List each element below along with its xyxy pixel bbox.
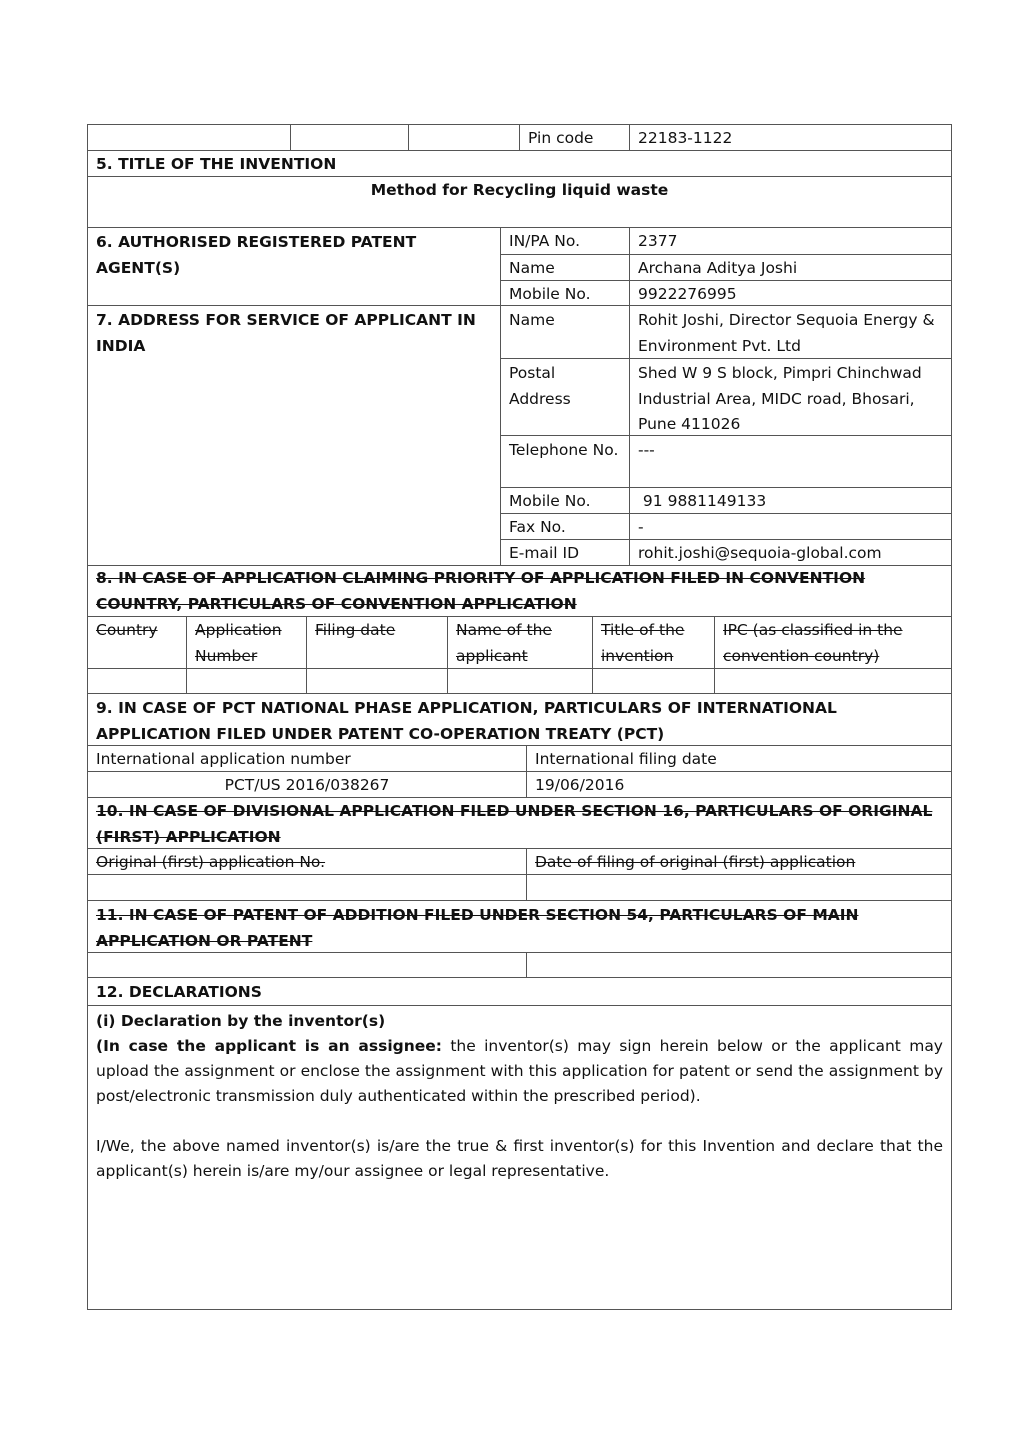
agent-in-pa-label: IN/PA No. xyxy=(500,228,629,254)
telephone-value: --- xyxy=(629,435,951,487)
section-8-heading-row xyxy=(88,566,951,617)
service-name-value: Rohit Joshi, Director Sequoia Energy & Environment Pvt. Ltd xyxy=(629,306,951,358)
assignee-paragraph xyxy=(96,1034,943,1109)
section-9-heading-row xyxy=(88,694,951,746)
section-6-heading: 6. AUTHORISED REGISTERED PATENT AGENT(S) xyxy=(96,233,417,277)
service-mobile-value: 91 9881149133 xyxy=(629,487,951,513)
declaration-content xyxy=(88,1006,951,1184)
section-6-block xyxy=(88,228,951,306)
section-5-heading: 5. TITLE OF THE INVENTION xyxy=(96,155,337,173)
invention-title: Method for Recycling liquid waste xyxy=(370,181,669,199)
assignee-lead: (In case the applicant is an assignee: xyxy=(96,1037,442,1055)
original-application-no-label: Original (first) application No. xyxy=(96,853,326,871)
agent-mobile-value: 9922276995 xyxy=(629,280,951,306)
fax-label: Fax No. xyxy=(500,513,629,539)
agent-mobile-label: Mobile No. xyxy=(500,280,629,306)
col-filing-date: Filing date xyxy=(306,617,447,668)
col-ipc: IPC (as classified in the convention country) xyxy=(714,617,951,668)
col-applicant-name: Name of the applicant xyxy=(447,617,592,668)
original-filing-date-label: Date of filing of original (first) application xyxy=(526,849,951,874)
section-11-heading-row xyxy=(88,901,951,953)
email-value: rohit.joshi@sequoia-global.com xyxy=(629,539,951,566)
section-10-empty-row xyxy=(88,875,951,901)
intl-filing-date-value: 19/06/2016 xyxy=(526,772,951,797)
section-9-columns-row xyxy=(88,746,951,772)
agent-name-value: Archana Aditya Joshi xyxy=(629,254,951,280)
pin-code-value: 22183-1122 xyxy=(629,125,951,150)
section-8-heading: 8. IN CASE OF APPLICATION CLAIMING PRIORITY OF APPLICATION FILED IN CONVENTION COUNTRY, PARTICULARS OF CONVENTION APPLICATION xyxy=(96,569,866,613)
postal-address-label: Postal Address xyxy=(500,358,629,435)
agent-name-label: Name xyxy=(500,254,629,280)
intl-filing-date-label: International filing date xyxy=(526,746,951,771)
fax-value: - xyxy=(629,513,951,539)
col-application-number: Application Number xyxy=(186,617,306,668)
declaration-subheading: (i) Declaration by the inventor(s) xyxy=(96,1012,386,1030)
section-8-columns-row xyxy=(88,617,951,669)
intl-application-number-value: PCT/US 2016/038267 xyxy=(224,776,390,794)
col-country: Country xyxy=(96,621,158,639)
service-mobile-label: Mobile No. xyxy=(500,487,629,513)
pin-code-label: Pin code xyxy=(519,125,629,150)
section-5-heading-row xyxy=(88,151,951,177)
service-name-label: Name xyxy=(500,306,629,358)
postal-address-value: Shed W 9 S block, Pimpri Chinchwad Industrial Area, MIDC road, Bhosari, Pune 411026 xyxy=(629,358,951,435)
patent-form-table xyxy=(87,124,952,1310)
section-10-heading: 10. IN CASE OF DIVISIONAL APPLICATION FILED UNDER SECTION 16, PARTICULARS OF ORIGINAL (FIRST) APPLICATION xyxy=(96,802,933,846)
section-9-values-row xyxy=(88,772,951,798)
declaration-block xyxy=(88,1006,951,1309)
section-10-heading-row xyxy=(88,798,951,849)
section-9-heading: 9. IN CASE OF PCT NATIONAL PHASE APPLICATION, PARTICULARS OF INTERNATIONAL APPLICATION FILED UNDER PATENT CO-OPERATION TREATY (PCT) xyxy=(96,699,837,743)
section-12-heading-row xyxy=(88,978,951,1006)
section-11-empty-row xyxy=(88,953,951,978)
col-invention-title: Title of the invention xyxy=(592,617,714,668)
section-10-columns-row xyxy=(88,849,951,875)
section-7-heading: 7. ADDRESS FOR SERVICE OF APPLICANT IN INDIA xyxy=(96,311,476,355)
declaration-paragraph: I/We, the above named inventor(s) is/are the true & first inventor(s) for this Invention and declare that the applicant(s) herein is/are my/our assignee or legal representative. xyxy=(96,1137,943,1180)
pin-code-row xyxy=(88,125,951,151)
section-12-heading: 12. DECLARATIONS xyxy=(96,983,262,1001)
telephone-label: Telephone No. xyxy=(500,435,629,487)
intl-application-number-label: International application number xyxy=(96,750,351,768)
invention-title-row xyxy=(88,177,951,228)
section-8-empty-row xyxy=(88,669,951,694)
assignee-text: the inventor(s) may sign herein below or the applicant may upload the assignment or enclose the assignment with this application for patent or send the assignment by post/electronic transmission duly authenticated within the prescribed period). xyxy=(96,1037,943,1105)
section-7-block xyxy=(88,306,951,566)
agent-in-pa-value: 2377 xyxy=(629,228,951,254)
section-11-heading: 11. IN CASE OF PATENT OF ADDITION FILED UNDER SECTION 54, PARTICULARS OF MAIN APPLICATION OR PATENT xyxy=(96,906,859,950)
email-label: E-mail ID xyxy=(500,539,629,566)
